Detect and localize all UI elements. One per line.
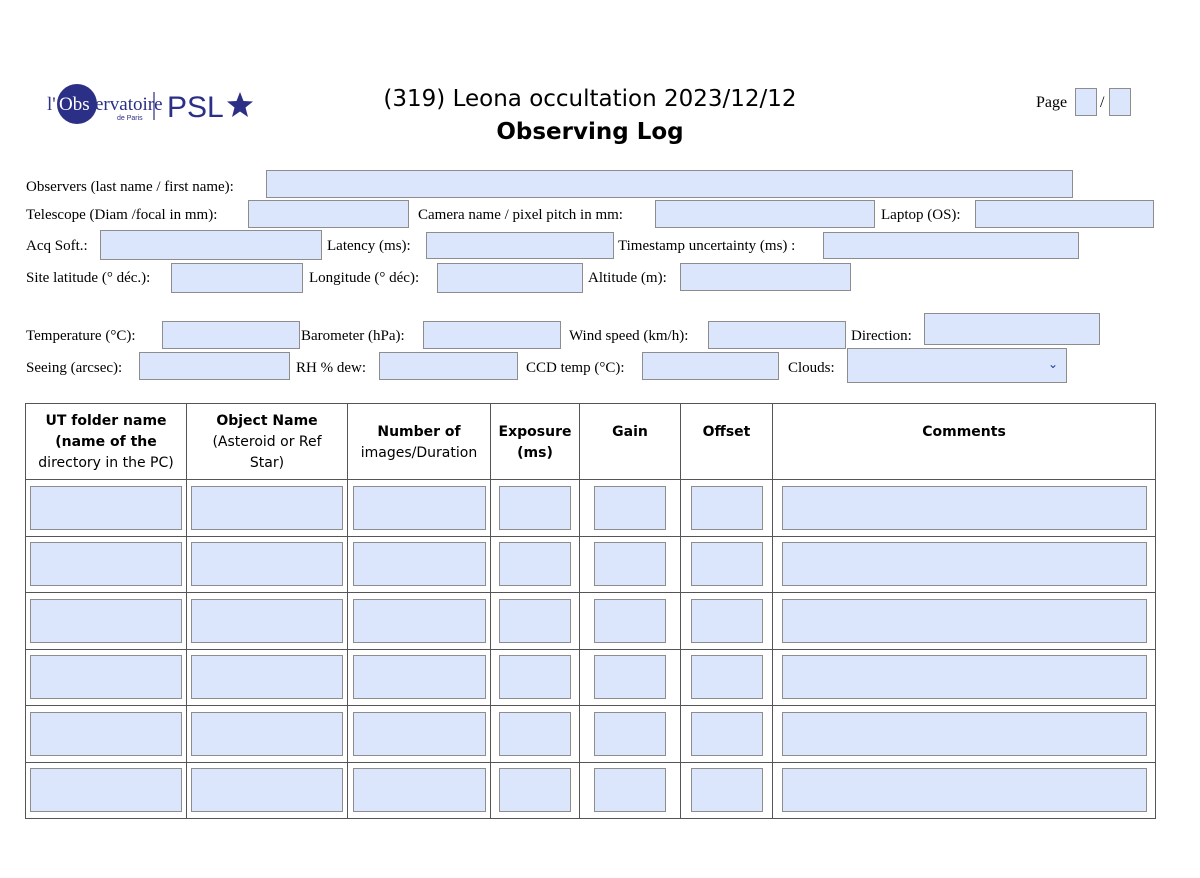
offset-cell[interactable] (691, 542, 763, 586)
altitude-label: Altitude (m): (588, 270, 667, 286)
table-cell (773, 762, 1156, 819)
table-row (26, 762, 1156, 819)
table-cell (348, 762, 491, 819)
table-cell (580, 649, 681, 706)
table-cell (491, 762, 580, 819)
table-header-row (26, 404, 1156, 480)
header-object-name: Object Name (Asteroid or Ref Star) (187, 404, 348, 480)
table-cell (348, 593, 491, 650)
ut-folder-cell[interactable] (30, 542, 182, 586)
comments-cell[interactable] (782, 599, 1147, 643)
number-of-images-cell[interactable] (353, 542, 486, 586)
camera-field[interactable] (655, 200, 875, 228)
gain-cell[interactable] (594, 486, 666, 530)
header-gain: Gain (580, 404, 681, 480)
table-cell (187, 762, 348, 819)
table-cell (348, 536, 491, 593)
table-cell (580, 762, 681, 819)
table-cell (26, 593, 187, 650)
number-of-images-cell[interactable] (353, 486, 486, 530)
table-cell (681, 706, 773, 763)
offset-cell[interactable] (691, 655, 763, 699)
table-cell (26, 536, 187, 593)
offset-cell[interactable] (691, 712, 763, 756)
table-cell (491, 536, 580, 593)
barometer-field[interactable] (423, 321, 561, 349)
logo-text-ervatoire: ervatoire (95, 94, 163, 115)
header-comments: Comments (773, 404, 1156, 480)
ccd-temp-field[interactable] (642, 352, 779, 380)
header-exposure: Exposure (ms) (491, 404, 580, 480)
table-cell (773, 649, 1156, 706)
table-cell (187, 649, 348, 706)
wind-speed-label: Wind speed (km/h): (569, 328, 689, 344)
page-number-field[interactable] (1075, 88, 1097, 116)
object-name-cell[interactable] (191, 768, 343, 812)
table-cell (348, 649, 491, 706)
table-cell (348, 706, 491, 763)
site-latitude-label: Site latitude (° déc.): (26, 270, 151, 286)
longitude-field[interactable] (437, 263, 583, 293)
exposure-cell[interactable] (499, 768, 571, 812)
header-offset: Offset (681, 404, 773, 480)
number-of-images-cell[interactable] (353, 599, 486, 643)
comments-cell[interactable] (782, 768, 1147, 812)
rh-dew-field[interactable] (379, 352, 518, 380)
rh-dew-label: RH % dew: (296, 360, 366, 376)
ut-folder-cell[interactable] (30, 486, 182, 530)
table-cell (491, 649, 580, 706)
table-cell (491, 480, 580, 537)
table-cell (580, 593, 681, 650)
table-cell (681, 593, 773, 650)
object-name-cell[interactable] (191, 599, 343, 643)
table-row (26, 536, 1156, 593)
site-latitude-field[interactable] (171, 263, 303, 293)
offset-cell[interactable] (691, 486, 763, 530)
table-cell (580, 706, 681, 763)
seeing-field[interactable] (139, 352, 290, 380)
observers-label: Observers (last name / first name): (26, 179, 234, 195)
comments-cell[interactable] (782, 542, 1147, 586)
wind-speed-field[interactable] (708, 321, 846, 349)
observing-log-table (25, 403, 1156, 819)
gain-cell[interactable] (594, 655, 666, 699)
table-cell (26, 706, 187, 763)
table-cell (773, 480, 1156, 537)
table-cell (187, 593, 348, 650)
number-of-images-cell[interactable] (353, 712, 486, 756)
logo-text-l: l' (47, 94, 56, 115)
offset-cell[interactable] (691, 599, 763, 643)
table-cell (187, 706, 348, 763)
chevron-down-icon: ⌄ (1047, 357, 1058, 371)
telescope-label: Telescope (Diam /focal in mm): (26, 207, 218, 223)
laptop-field[interactable] (975, 200, 1154, 228)
gain-cell[interactable] (594, 599, 666, 643)
direction-label: Direction: (851, 328, 912, 344)
clouds-select[interactable] (847, 348, 1067, 383)
ccd-temp-label: CCD temp (°C): (526, 360, 625, 376)
acq-soft-label: Acq Soft.: (26, 238, 88, 254)
offset-cell[interactable] (691, 768, 763, 812)
header-number-of-images: Number of images/Duration (348, 404, 491, 480)
timestamp-field[interactable] (823, 232, 1079, 259)
table-row (26, 706, 1156, 763)
exposure-cell[interactable] (499, 712, 571, 756)
temperature-label: Temperature (°C): (26, 328, 136, 344)
laptop-label: Laptop (OS): (881, 207, 961, 223)
object-name-cell[interactable] (191, 655, 343, 699)
comments-cell[interactable] (782, 655, 1147, 699)
table-row (26, 649, 1156, 706)
object-name-cell[interactable] (191, 542, 343, 586)
gain-cell[interactable] (594, 712, 666, 756)
comments-cell[interactable] (782, 712, 1147, 756)
header-ut-folder: UT folder name (name of the directory in the PC) (26, 404, 187, 480)
seeing-label: Seeing (arcsec): (26, 360, 123, 376)
page-label: Page (1036, 94, 1068, 111)
exposure-cell[interactable] (499, 542, 571, 586)
direction-field[interactable] (924, 313, 1100, 345)
table-cell (681, 649, 773, 706)
logo-text-obs: Obs (59, 94, 90, 115)
table-cell (187, 536, 348, 593)
table-cell (773, 706, 1156, 763)
table-cell (491, 706, 580, 763)
barometer-label: Barometer (hPa): (301, 328, 405, 344)
temperature-field[interactable] (162, 321, 300, 349)
telescope-field[interactable] (248, 200, 409, 228)
table-cell (26, 649, 187, 706)
timestamp-label: Timestamp uncertainty (ms) : (618, 238, 796, 254)
longitude-label: Longitude (° déc): (309, 270, 420, 286)
table-cell (681, 536, 773, 593)
table-cell (773, 593, 1156, 650)
table-cell (580, 480, 681, 537)
table-row (26, 480, 1156, 537)
exposure-cell[interactable] (499, 655, 571, 699)
camera-label: Camera name / pixel pitch in mm: (418, 207, 623, 223)
observers-field[interactable] (266, 170, 1073, 198)
exposure-cell[interactable] (499, 486, 571, 530)
logo-psl: PSL (167, 91, 224, 124)
table-cell (773, 536, 1156, 593)
comments-cell[interactable] (782, 486, 1147, 530)
object-name-cell[interactable] (191, 712, 343, 756)
table-cell (681, 762, 773, 819)
table-cell (26, 762, 187, 819)
acq-soft-field[interactable] (100, 230, 322, 260)
table-cell (187, 480, 348, 537)
ut-folder-cell[interactable] (30, 599, 182, 643)
exposure-cell[interactable] (499, 599, 571, 643)
clouds-label: Clouds: (788, 360, 835, 376)
latency-label: Latency (ms): (327, 238, 411, 254)
table-row (26, 593, 1156, 650)
gain-cell[interactable] (594, 768, 666, 812)
altitude-field[interactable] (680, 263, 851, 291)
table-cell (681, 480, 773, 537)
ut-folder-cell[interactable] (30, 768, 182, 812)
page-title: (319) Leona occultation 2023/12/12 (383, 86, 797, 112)
gain-cell[interactable] (594, 542, 666, 586)
page-subtitle: Observing Log (496, 119, 684, 145)
latency-field[interactable] (426, 232, 614, 259)
logo-text-paris: de Paris (117, 115, 143, 122)
table-cell (26, 480, 187, 537)
table-cell (580, 536, 681, 593)
table-cell (348, 480, 491, 537)
ut-folder-cell[interactable] (30, 712, 182, 756)
page-total-field[interactable] (1109, 88, 1131, 116)
table-cell (491, 593, 580, 650)
number-of-images-cell[interactable] (353, 768, 486, 812)
ut-folder-cell[interactable] (30, 655, 182, 699)
number-of-images-cell[interactable] (353, 655, 486, 699)
object-name-cell[interactable] (191, 486, 343, 530)
page-separator: / (1100, 94, 1105, 111)
